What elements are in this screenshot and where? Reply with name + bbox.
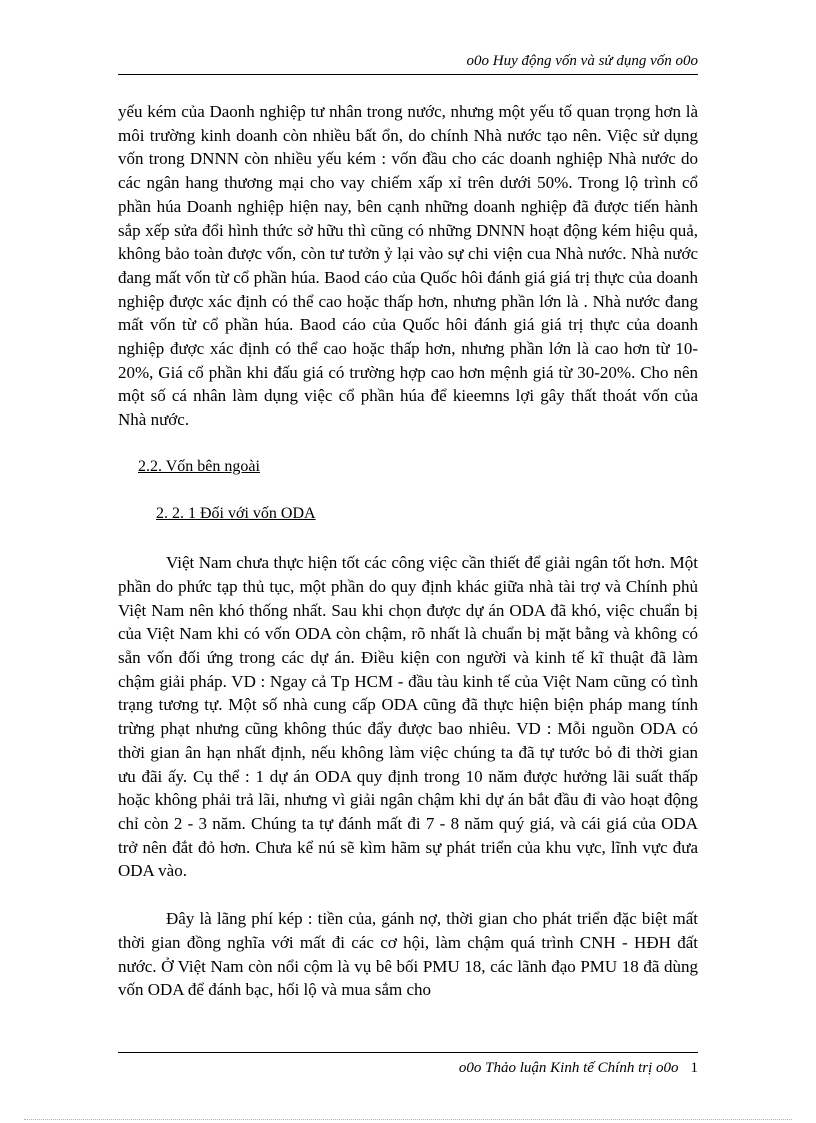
page-number: 1 [690,1060,698,1076]
section-heading-2-2-1: 2. 2. 1 Đối với vốn ODA [156,504,316,522]
page-header [118,52,698,75]
page-footer [118,1052,698,1078]
document-body [118,100,698,1002]
paragraph-2: Việt Nam chưa thực hiện tốt các công việc cần thiết để giải ngân tốt hơn. Một phần do phức tạp thủ tục, một phần do quy định khác giữa nhà tài trợ và Chính phủ Việt Nam nên khó thống nhất. Sau khi chọn được dự án ODA đã khó, việc chuẩn bị của Việt Nam khi có vốn ODA còn chậm, rõ nhất là chuẩn bị mặt bằng và không có sẵn vốn đối ứng trong các dự án. Điều kiện con người và kinh tế kĩ thuật đã làm chậm giải pháp. VD : Ngay cả Tp HCM - đầu tàu kinh tế của Việt Nam cũng có tình trạng tương tự. Một số nhà cung cấp ODA cũng đã thực hiện biện pháp mang tính trừng phạt nhưng cũng không thúc đẩy được bao nhiêu. VD : Mỗi nguồn ODA có thời gian ân hạn nhất định, nếu không làm việc chúng ta đã tự tước bỏ đi thời gian ưu đãi ấy. Cụ thể : 1 dự án ODA quy định trong 10 năm được hưởng lãi suất thấp hoặc không phải trả lãi, nhưng vì giải ngân chậm khi dự án bắt đầu đi vào hoạt động chỉ còn 2 - 3 năm. Chúng ta tự đánh mất đi 7 - 8 năm quý giá, và cái giá của ODA trở nên đắt đỏ hơn. Chưa kể nú sẽ kìm hãm sự phát triển của khu vực, lĩnh vực đưa ODA vào. [118,553,698,881]
header-title: o0o Huy động vốn và sử dụng vốn o0o [466,53,698,69]
paragraph-1: yếu kém của Daonh nghiệp tư nhân trong nước, nhưng một yếu tố quan trọng hơn là môi trường kinh doanh còn nhiều bất ổn, do chính Nhà nước tạo nên. Việc sử dụng vốn trong DNNN còn nhiều yếu kém : vốn đầu cho các doanh nghiệp Nhà nước do các ngân hang thương mại cho vay chiếm xấp xỉ trên dưới 50%. Trong lộ trình cổ phần húa Doanh nghiệp hiện nay, bên cạnh những doanh nghiệp đã được tiến hành sắp xếp sửa đổi hình thức sở hữu thì cũng có những DNNN hoạt động kém hiệu quả, không bảo toàn được vốn, còn tư tưởn ỷ lại vào sự chi viện cua Nhà nước. Nhà nước đang mất vốn từ cổ phần húa. Baod cáo của Quốc hôi đánh giá giá trị thực của doanh nghiệp được xác định có thể cao hoặc thấp hơn, nhưng phần lớn là . Nhà nước đang mất vốn từ cổ phần húa. Baod cáo của Quốc hôi đánh giá giá trị thực của doanh nghiệp được xác định có thể cao hoặc thấp hơn, nhưng phần lớn là cao hơn từ 10-20%, Giá cổ phần khi đấu giá có trường hợp cao hơn mệnh giá từ 30-20%. Cho nên một số cá nhân làm dụng việc cổ phần húa để kieemns lợi gây thất thoát vốn của Nhà nước. [118,102,698,430]
paragraph-3: Đây là lãng phí kép : tiền của, gánh nợ, thời gian cho phát triển đặc biệt mất thời gian đồng nghĩa với mất đi các cơ hội, làm chậm quá trình CNH - HĐH đất nước. Ở Việt Nam còn nổi cộm là vụ bê bối PMU 18, các lãnh đạo PMU 18 đã dùng vốn ODA để đánh bạc, hối lộ và mua sắm cho [118,909,698,1000]
page-bottom-border [24,1119,792,1120]
section-heading-2-2: 2.2. Vốn bên ngoài [138,457,260,475]
footer-title: o0o Thảo luận Kinh tế Chính trị o0o [458,1060,679,1076]
